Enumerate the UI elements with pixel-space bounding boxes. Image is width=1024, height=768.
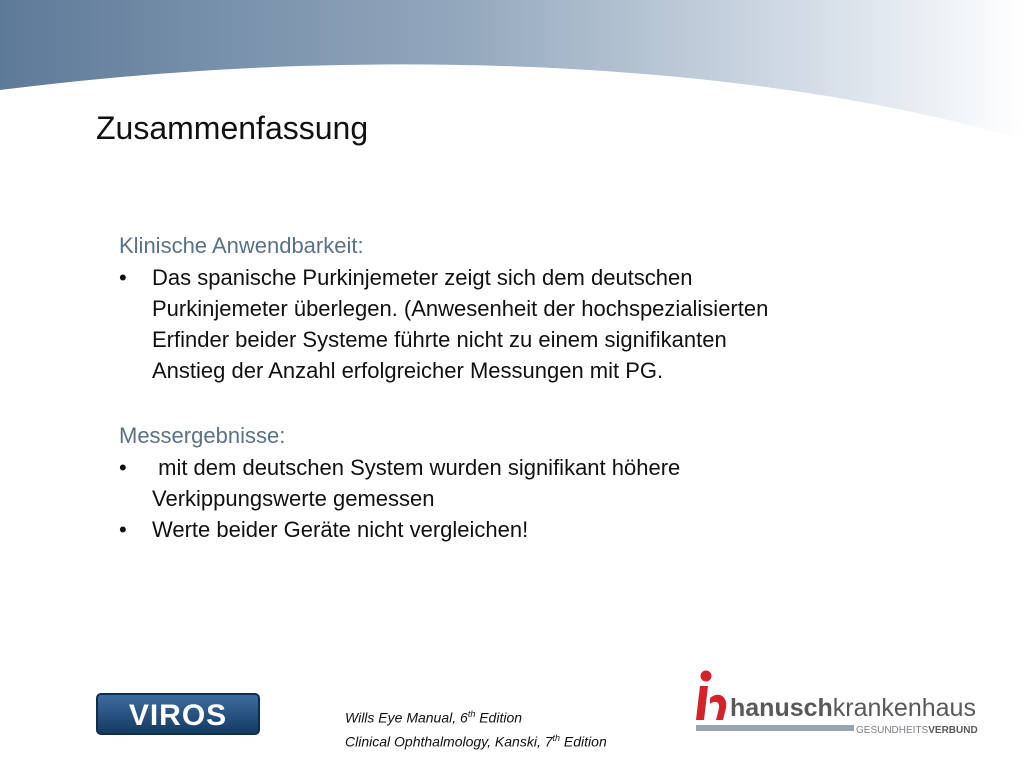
- bullet-line: Anstieg der Anzahl erfolgreicher Messungen mit PG.: [152, 358, 664, 383]
- references: [345, 704, 607, 751]
- person-mark-icon: [696, 671, 726, 721]
- bullet-line: Das spanische Purkinjemeter zeigt sich dem deutschen: [152, 265, 693, 290]
- bullet-line: Purkinjemeter überlegen. (Anwesenheit der hochspezialisierten: [152, 296, 769, 321]
- hospital-name: hanuschkrankenhaus: [730, 694, 976, 722]
- reference-line: Clinical Ophthalmology, Kanski, 7th Edition: [345, 732, 607, 750]
- bullet-icon: •: [119, 265, 127, 290]
- bullet-line: mit dem deutschen System wurden signifikant höhere: [152, 455, 681, 480]
- list-item: [119, 514, 919, 545]
- slide-content: [119, 230, 919, 545]
- page-title: Zusammenfassung: [96, 110, 369, 146]
- bullet-icon: •: [119, 517, 127, 542]
- list-item: [119, 262, 919, 386]
- section-heading: Messergebnisse:: [119, 423, 286, 448]
- section-measurement-results: [119, 420, 919, 545]
- section-spacer: [119, 386, 919, 420]
- bullet-line: Verkippungswerte gemessen: [152, 486, 435, 511]
- bullet-icon: •: [119, 455, 127, 480]
- bullet-line: Erfinder beider Systeme führte nicht zu einem signifikanten: [152, 327, 727, 352]
- viros-logo-text: VIROS: [128, 699, 228, 732]
- section-heading: Klinische Anwendbarkeit:: [119, 233, 364, 258]
- logo-underline: [696, 725, 854, 731]
- hanusch-krankenhaus-logo: [690, 668, 980, 740]
- bullet-list: [119, 452, 919, 545]
- hospital-tagline: GESUNDHEITSVERBUND: [856, 725, 978, 736]
- viros-logo: [96, 693, 260, 735]
- list-item: [119, 452, 919, 514]
- section-clinical-applicability: [119, 230, 919, 386]
- reference-line: Wills Eye Manual, 6th Edition: [345, 709, 523, 726]
- bullet-list: [119, 262, 919, 386]
- bullet-line: Werte beider Geräte nicht vergleichen!: [152, 517, 529, 542]
